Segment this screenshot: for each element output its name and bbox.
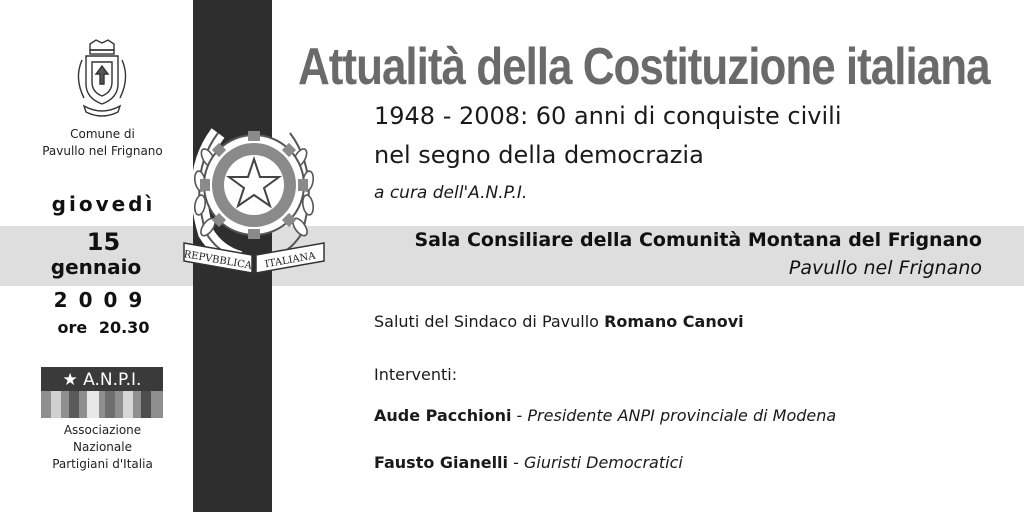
event-day-number: 15 <box>86 228 121 256</box>
comune-line2: Pavullo nel Frignano <box>42 144 163 158</box>
subtitle-line1: 1948 - 2008: 60 anni di conquiste civili <box>374 102 842 130</box>
anpi-line2: Nazionale <box>73 440 132 454</box>
speaker-separator: - <box>508 453 524 472</box>
speaker-name: Aude Pacchioni <box>374 406 512 425</box>
speaker-role: Presidente ANPI provinciale di Modena <box>527 406 837 425</box>
speaker-row <box>374 453 683 472</box>
event-year: 2009 <box>53 288 154 312</box>
comune-crest-icon <box>70 38 134 124</box>
anpi-logo <box>41 367 163 418</box>
venue-city: Pavullo nel Frignano <box>788 257 982 279</box>
speaker-name: Fausto Gianelli <box>374 453 509 472</box>
interventions-label: Interventi: <box>374 365 458 384</box>
invito-vertical-label <box>191 270 275 500</box>
anpi-line3: Partigiani d'Italia <box>52 457 153 471</box>
emblem-text-right: ITALIANA <box>264 250 317 271</box>
curated-by: a cura dell'A.N.P.I. <box>374 183 528 203</box>
italian-republic-emblem-icon <box>178 103 330 279</box>
anpi-caption <box>30 422 175 473</box>
page-title: Attualità della Costituzione italiana <box>298 38 990 96</box>
greeting-line <box>374 312 744 331</box>
event-month: gennaio <box>50 255 142 279</box>
greeting-name: Romano Canovi <box>604 312 744 331</box>
anpi-line1: Associazione <box>63 423 142 437</box>
comune-label <box>30 126 175 160</box>
greeting-prefix: Saluti del Sindaco di Pavullo <box>374 312 605 331</box>
event-weekday: giovedì <box>51 192 156 216</box>
subtitle-line2: nel segno della democrazia <box>374 141 704 169</box>
speaker-separator: - <box>511 406 528 425</box>
anpi-logo-text: ★ A.N.P.I. <box>62 370 142 390</box>
venue-name: Sala Consiliare della Comunità Montana del Frignano <box>414 229 982 251</box>
speaker-row <box>374 406 836 425</box>
speaker-role: Giuristi Democratici <box>523 453 683 472</box>
emblem-text-left: REPVBBLICA <box>182 249 253 272</box>
comune-line1: Comune di <box>70 127 135 141</box>
event-hour: ore 20.30 <box>57 318 150 337</box>
